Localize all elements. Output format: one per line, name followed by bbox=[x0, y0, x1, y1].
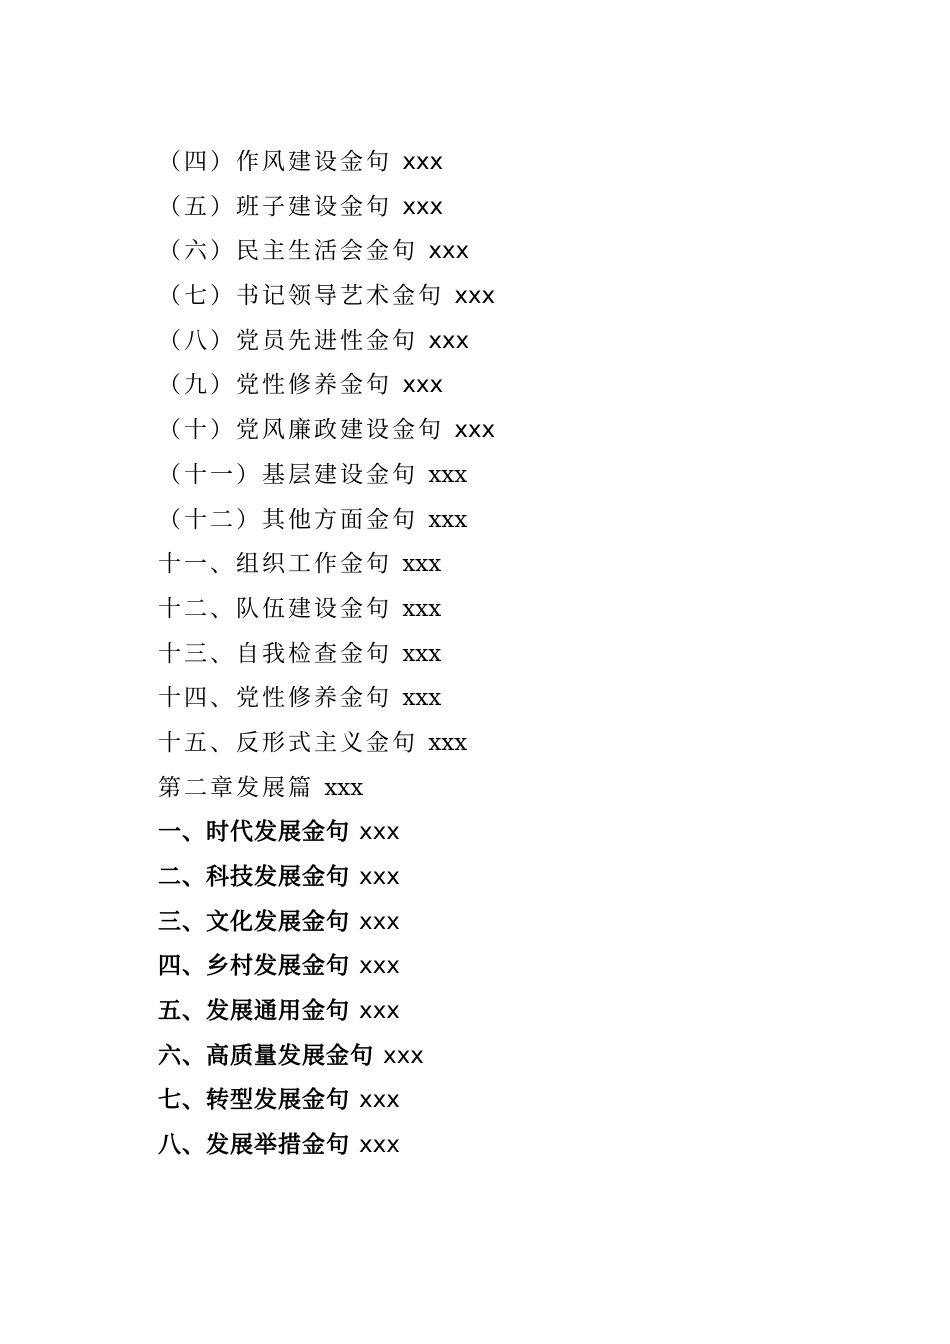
toc-entry bbox=[158, 408, 858, 453]
toc-entry-page: xxx bbox=[359, 908, 400, 935]
toc-entry-page: xxx bbox=[402, 551, 442, 578]
toc-entry bbox=[158, 1123, 858, 1168]
table-of-contents bbox=[158, 140, 858, 1168]
toc-entry bbox=[158, 900, 858, 945]
toc-entry bbox=[158, 632, 858, 677]
toc-entry bbox=[158, 498, 858, 543]
toc-entry-label: （十一）基层建设金句 bbox=[158, 461, 418, 488]
toc-entry bbox=[158, 721, 858, 766]
toc-entry-label: 五、发展通用金句 bbox=[158, 998, 350, 1025]
toc-entry-page: xxx bbox=[428, 506, 468, 533]
toc-entry-page: xxx bbox=[402, 193, 444, 220]
toc-chapter-heading bbox=[158, 766, 858, 811]
toc-entry-label: （五）班子建设金句 bbox=[158, 193, 392, 220]
toc-entry-page: xxx bbox=[359, 998, 400, 1025]
toc-entry-label: 一、时代发展金句 bbox=[158, 819, 350, 846]
toc-entry bbox=[158, 944, 858, 989]
toc-entry-page: xxx bbox=[428, 461, 468, 488]
toc-entry bbox=[158, 140, 858, 185]
toc-entry bbox=[158, 229, 858, 274]
toc-entry-page: xxx bbox=[402, 595, 442, 622]
toc-entry bbox=[158, 1078, 858, 1123]
toc-entry-page: xxx bbox=[324, 774, 364, 801]
toc-entry bbox=[158, 1034, 858, 1079]
toc-entry-page: xxx bbox=[454, 417, 496, 444]
toc-entry-page: xxx bbox=[359, 953, 400, 980]
toc-entry-label: （十）党风廉政建设金句 bbox=[158, 417, 444, 444]
toc-entry-label: （八）党员先进性金句 bbox=[158, 327, 418, 354]
toc-entry-page: xxx bbox=[402, 372, 444, 399]
toc-entry-label: （九）党性修养金句 bbox=[158, 372, 392, 399]
toc-entry-page: xxx bbox=[359, 864, 400, 890]
toc-entry-page: xxx bbox=[359, 819, 400, 846]
toc-entry-label: 三、文化发展金句 bbox=[158, 908, 350, 935]
toc-entry bbox=[158, 855, 858, 900]
toc-entry bbox=[158, 453, 858, 498]
toc-entry bbox=[158, 676, 858, 721]
toc-entry-label: 二、科技发展金句 bbox=[158, 864, 350, 890]
toc-entry-page: xxx bbox=[383, 1042, 424, 1069]
toc-entry-label: 四、乡村发展金句 bbox=[158, 953, 350, 980]
toc-entry bbox=[158, 542, 858, 587]
toc-entry-label: （四）作风建设金句 bbox=[158, 149, 392, 175]
toc-entry-label: 六、高质量发展金句 bbox=[158, 1042, 374, 1069]
toc-entry-label: 八、发展举措金句 bbox=[158, 1132, 350, 1159]
toc-entry-page: xxx bbox=[454, 283, 496, 310]
toc-entry-label: 十三、自我检查金句 bbox=[158, 640, 392, 667]
toc-entry-page: xxx bbox=[428, 327, 470, 354]
toc-entry-page: xxx bbox=[428, 238, 470, 265]
toc-entry-label: 第二章发展篇 bbox=[158, 774, 314, 801]
toc-entry-label: 十二、队伍建设金句 bbox=[158, 595, 392, 622]
toc-entry-label: 七、转型发展金句 bbox=[158, 1087, 350, 1114]
toc-entry-page: xxx bbox=[402, 685, 442, 712]
toc-entry bbox=[158, 319, 858, 364]
toc-entry-label: （七）书记领导艺术金句 bbox=[158, 283, 444, 310]
toc-entry-page: xxx bbox=[359, 1132, 400, 1159]
toc-entry-label: 十五、反形式主义金句 bbox=[158, 729, 418, 756]
toc-entry bbox=[158, 989, 858, 1034]
toc-entry bbox=[158, 810, 858, 855]
toc-entry-page: xxx bbox=[428, 729, 468, 756]
toc-entry-page: xxx bbox=[359, 1087, 400, 1114]
toc-entry bbox=[158, 587, 858, 632]
toc-entry bbox=[158, 274, 858, 319]
toc-entry-page: xxx bbox=[402, 640, 442, 667]
toc-entry-label: （十二）其他方面金句 bbox=[158, 506, 418, 533]
toc-entry bbox=[158, 363, 858, 408]
toc-entry-label: （六）民主生活会金句 bbox=[158, 238, 418, 265]
toc-entry bbox=[158, 185, 858, 230]
toc-entry-label: 十一、组织工作金句 bbox=[158, 551, 392, 578]
toc-entry-label: 十四、党性修养金句 bbox=[158, 685, 392, 712]
toc-entry-page: xxx bbox=[402, 149, 444, 175]
